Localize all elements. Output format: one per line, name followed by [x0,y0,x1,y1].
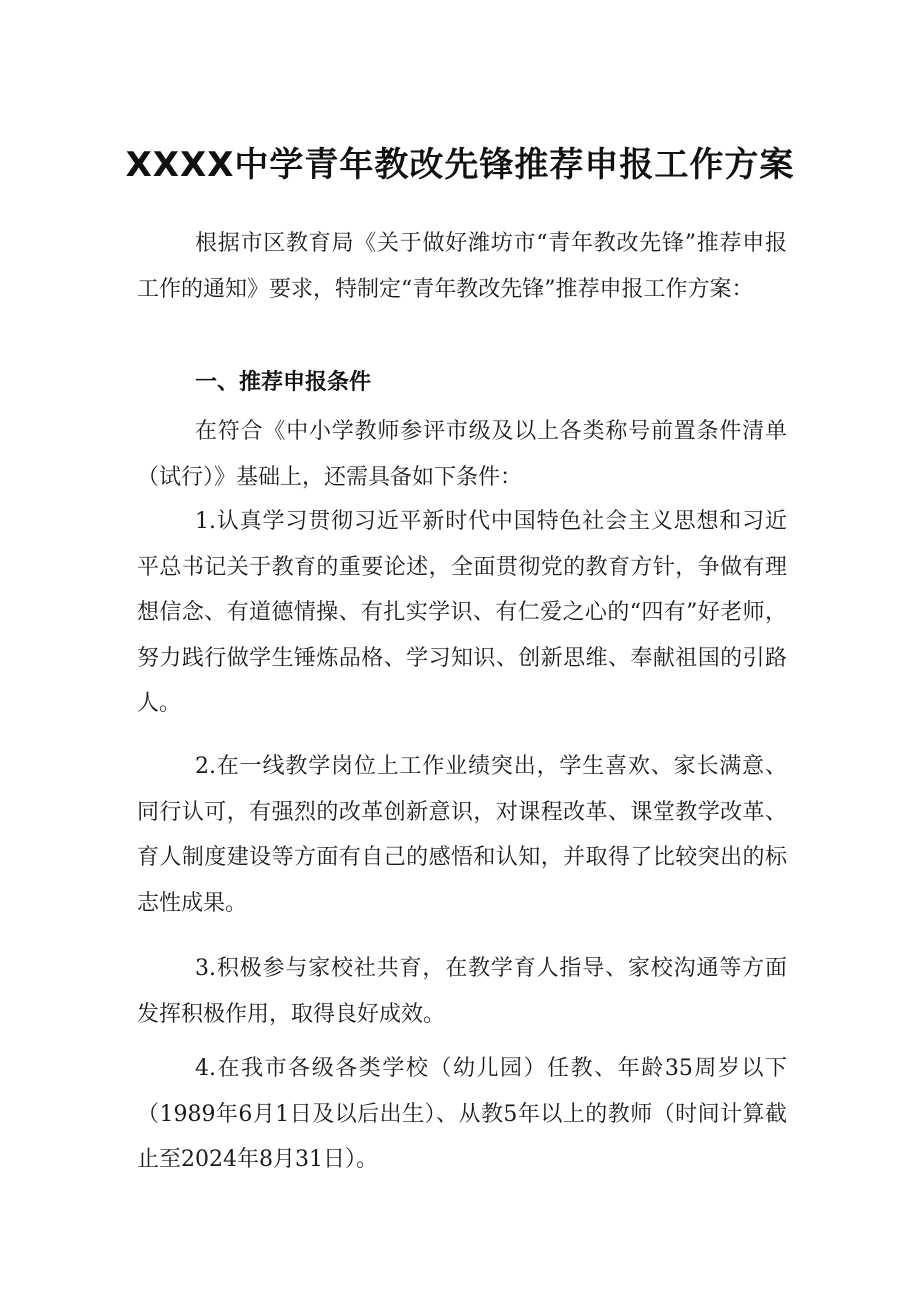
document-title: XXXX中学青年教改先锋推荐申报工作方案 [125,144,795,185]
section-heading-conditions: 一、推荐申报条件 [195,370,372,395]
condition-item-3: 3.积极参与家校社共育，在教学育人指导、家校沟通等方面发挥积极作用，取得良好成效。 [137,956,787,1027]
intro-paragraph: 根据市区教育局《关于做好潍坊市“青年教改先锋”推荐申报工作的通知》要求，特制定“青年教改先锋”推荐申报工作方案： [137,231,787,302]
conditions-basis-paragraph: 在符合《中小学教师参评市级及以上各类称号前置条件清单（试行）》基础上，还需具备如下条件： [137,419,787,490]
condition-item-4: 4.在我市各级各类学校（幼儿园）任教、年龄35周岁以下（1989年6月1日及以后出生）、从教5年以上的教师（时间计算截止至2024年8月31日）。 [137,1056,787,1172]
condition-item-2: 2.在一线教学岗位上工作业绩突出，学生喜欢、家长满意、同行认可，有强烈的改革创新意识，对课程改革、课堂教学改革、育人制度建设等方面有自己的感悟和认知，并取得了比较突出的标志性成果。 [137,754,787,916]
condition-item-1: 1.认真学习贯彻习近平新时代中国特色社会主义思想和习近平总书记关于教育的重要论述，全面贯彻党的教育方针，争做有理想信念、有道德情操、有扎实学识、有仁爱之心的“四有”好老师，努力践行做学生锤炼品格、学习知识、创新思维、奉献祖国的引路人。 [137,509,787,716]
